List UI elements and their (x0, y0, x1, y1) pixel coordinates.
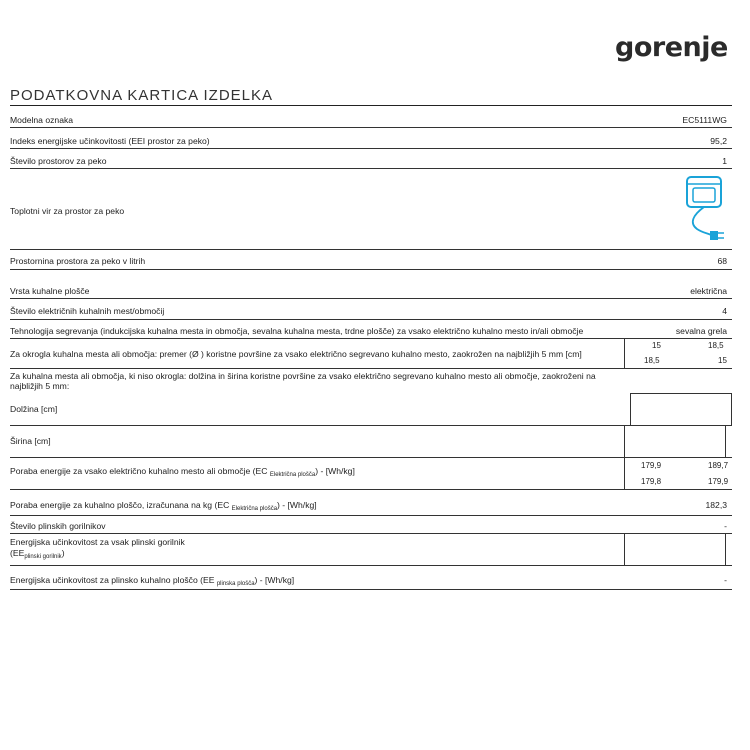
row-divider (10, 298, 732, 299)
non-round-label-line1: Za kuhalna mesta ali območja, ki niso okrogla: dolžina in širina koristne površine za vsako električno segrevano kuhalno mesto ali območje, zaokroženi na (10, 371, 596, 381)
brand-logo: gorenje (615, 32, 728, 63)
ee-hob-value: - (724, 575, 727, 585)
table-border (731, 393, 732, 425)
row-divider (10, 515, 732, 516)
round-zone-value: 18,5 (644, 356, 660, 365)
table-border (725, 533, 726, 565)
cavities-value: 1 (722, 156, 727, 166)
table-border (624, 338, 625, 368)
row-divider (10, 127, 732, 128)
model-label: Modelna oznaka (10, 115, 74, 125)
ec-hob-label: Poraba energije za kuhalno ploščo, izračunana na kg (EC $_{Električna plošča}$) - [Wh/kg] (10, 500, 317, 512)
technology-label: Tehnologija segrevanja (indukcijska kuhalna mesta in območja, sevalna kuhalna mesta, trdne plošče) za vsako električno kuhalno mesto in/ali območje (10, 326, 584, 336)
hob-type-label: Vrsta kuhalne plošče (10, 286, 90, 296)
ee-hob-label: Energijska učinkovitost za plinsko kuhalno ploščo (EE $_{plinska plošča}$) - [Wh/kg] (10, 575, 295, 587)
round-zone-value: 15 (652, 341, 661, 350)
ec-zone-value: 179,8 (641, 477, 662, 486)
table-border (624, 533, 625, 565)
volume-label: Prostornina prostora za peko v litrih (10, 256, 146, 266)
eei-label: Indeks energijske učinkovitosti (EEI prostor za peko) (10, 136, 210, 146)
row-divider (10, 269, 732, 270)
gas-burners-value: - (724, 521, 727, 531)
ec-zone-label: Poraba energije za vsako električno kuhalno mesto ali območje (EC $_{Električna plošča}$) - [Wh/kg] (10, 466, 355, 478)
row-divider (10, 148, 732, 149)
table-border (630, 393, 732, 394)
volume-value: 68 (717, 256, 727, 266)
cavities-label: Število prostorov za peko (10, 156, 107, 166)
ec-zone-value: 189,7 (708, 461, 729, 470)
round-zone-value: 15 (718, 356, 727, 365)
non-round-label-line2: najbližjih 5 mm: (10, 381, 70, 391)
table-border (624, 425, 625, 457)
gas-burners-label: Število plinskih gorilnikov (10, 521, 106, 531)
ec-zone-value: 179,9 (708, 477, 729, 486)
page-title: PODATKOVNA KARTICA IZDELKA (10, 87, 274, 104)
zones-label: Število električnih kuhalnih mest/območij (10, 306, 165, 316)
ee-burner-label-line1: Energijska učinkovitost za vsak plinski gorilnik (10, 537, 185, 547)
table-border (725, 425, 726, 457)
row-divider (10, 249, 732, 250)
row-divider (10, 565, 732, 566)
row-divider (10, 168, 732, 169)
title-divider (10, 105, 732, 106)
heat-source-label: Toplotni vir za prostor za peko (10, 206, 125, 216)
length-label: Dolžina [cm] (10, 404, 58, 414)
hob-type-value: električna (690, 286, 727, 296)
table-border (630, 393, 631, 425)
row-divider (10, 368, 732, 369)
eei-value: 95,2 (710, 136, 727, 146)
table-border (624, 457, 625, 489)
round-zone-value: 18,5 (708, 341, 724, 350)
zones-value: 4 (722, 306, 727, 316)
row-divider (10, 589, 732, 590)
ec-hob-value: 182,3 (705, 500, 727, 510)
technology-value: sevalna grela (675, 326, 727, 336)
row-divider (10, 319, 732, 320)
electric-oven-plug-icon (683, 175, 729, 245)
ee-burner-label-line2: $(EE_{plinski gorilnik})$ (10, 548, 65, 560)
ec-zone-value: 179,9 (641, 461, 662, 470)
round-zones-label: Za okrogla kuhalna mesta ali območja: premer (Ø ) koristne površine za vsako električno segrevano kuhalno mesto, zaokrožen na najbližjih 5 mm [cm] (10, 349, 582, 359)
model-value: EC5111WG (682, 115, 727, 125)
row-divider (10, 489, 732, 490)
width-label: Širina [cm] (10, 436, 51, 446)
